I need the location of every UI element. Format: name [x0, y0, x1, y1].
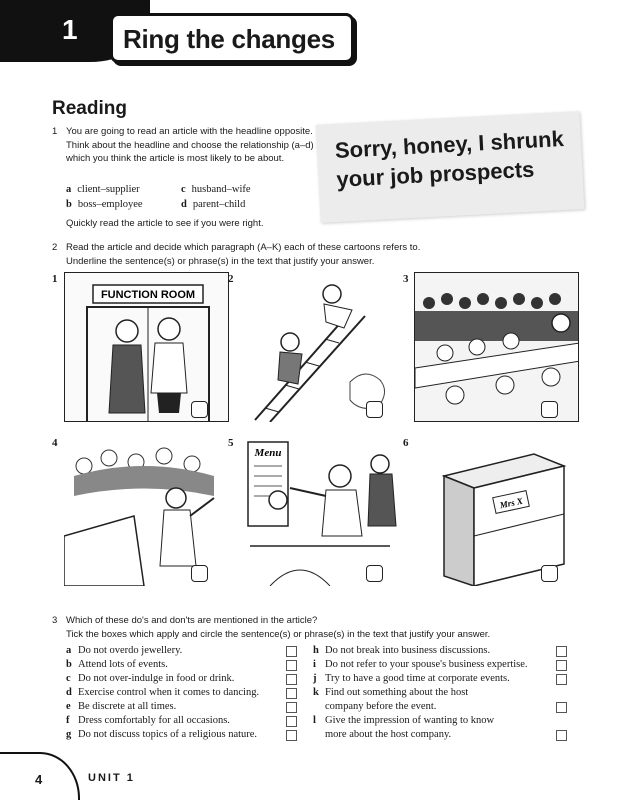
cartoon-number: 2: [228, 273, 234, 285]
cartoon-sign: Mrs X: [498, 495, 524, 511]
q1-followup: Quickly read the article to see if you were right.: [66, 218, 264, 229]
headline-card: [316, 111, 585, 223]
cartoon-4-checkbox[interactable]: [191, 565, 208, 582]
question-line-1: Read the article and decide which paragraph (A–K) each of these cartoons refers to.: [66, 242, 421, 253]
section-title: Reading: [52, 98, 127, 119]
tick-box-b[interactable]: [286, 660, 297, 671]
cartoon-1-checkbox[interactable]: [191, 401, 208, 418]
tick-box-j[interactable]: [556, 674, 567, 685]
question-3: [52, 614, 612, 641]
list-item: l Give the impression of wanting to know more about the host company.: [313, 715, 495, 740]
cartoon-dancing: [64, 436, 229, 586]
list-item: e Be discrete at all times.: [66, 701, 177, 712]
question-1: [52, 125, 314, 166]
restaurant-drawing: [240, 436, 405, 586]
headline-text: Sorry, honey, I shrunk your job prospects: [334, 126, 565, 192]
cartoon-restaurant: [240, 436, 405, 586]
cartoon-number: 4: [52, 437, 58, 449]
ladder-drawing: [240, 272, 405, 422]
cartoon-ladder: [240, 272, 405, 422]
list-item: d Exercise control when it comes to dancing.: [66, 687, 260, 698]
question-line-2: Tick the boxes which apply and circle the sentence(s) or phrase(s) in the text that justify your answer.: [66, 628, 491, 640]
cartoon-5-checkbox[interactable]: [366, 565, 383, 582]
tick-box-k[interactable]: [556, 702, 567, 713]
list-item: g Do not discuss topics of a religious nature.: [66, 729, 258, 740]
tick-box-g[interactable]: [286, 730, 297, 741]
cartoon-number: 5: [228, 437, 234, 449]
list-item: k Find out something about the host company before the event.: [313, 687, 469, 712]
cartoon-number: 1: [52, 273, 58, 285]
function-room-drawing: [65, 273, 229, 422]
tick-box-f[interactable]: [286, 716, 297, 727]
cartoon-number: 6: [403, 437, 409, 449]
list-item: h Do not break into business discussions.: [313, 645, 491, 656]
banquet-drawing: [415, 273, 579, 422]
tick-box-d[interactable]: [286, 688, 297, 699]
tick-box-a[interactable]: [286, 646, 297, 657]
unit-title-box: [110, 13, 354, 63]
unit-label: UNIT 1: [88, 772, 135, 784]
q3-right-list: [313, 644, 553, 742]
question-line-1: Which of these do's and don'ts are mentioned in the article?: [66, 615, 318, 626]
cartoon-number: 3: [403, 273, 409, 285]
tick-box-l[interactable]: [556, 730, 567, 741]
list-item: i Do not refer to your spouse's business expertise.: [313, 659, 528, 670]
list-item: j Try to have a good time at corporate events.: [313, 673, 510, 684]
tick-box-e[interactable]: [286, 702, 297, 713]
q1-options: [66, 182, 296, 212]
question-2: [52, 241, 612, 268]
cartoon-6-checkbox[interactable]: [541, 565, 558, 582]
list-item: c Do not over-indulge in food or drink.: [66, 673, 235, 684]
cartoon-banquet: [414, 272, 579, 422]
option-b[interactable]: b boss–employee: [66, 199, 143, 210]
cartoon-function-room: [64, 272, 229, 422]
question-number: 1: [52, 126, 58, 137]
cartoon-sign: FUNCTION ROOM: [100, 289, 196, 301]
question-number: 2: [52, 242, 58, 253]
question-text: You are going to read an article with the headline opposite. Think about the headline and choose the relationship (a–d) which you think the article is most likely to be about.: [66, 126, 314, 164]
cartoon-sign: Menu: [254, 447, 282, 459]
q3-left-list: [66, 644, 296, 742]
tick-box-c[interactable]: [286, 674, 297, 685]
list-item: f Dress comfortably for all occasions.: [66, 715, 230, 726]
list-item: a Do not overdo jewellery.: [66, 645, 183, 656]
tick-box-h[interactable]: [556, 646, 567, 657]
option-a[interactable]: a client–supplier: [66, 184, 140, 195]
question-number: 3: [52, 615, 58, 626]
option-c[interactable]: c husband–wife: [181, 184, 251, 195]
list-item: b Attend lots of events.: [66, 659, 168, 670]
cartoon-2-checkbox[interactable]: [366, 401, 383, 418]
unit-number: 1: [62, 14, 78, 45]
cartoon-filing-cabinet: [414, 436, 579, 586]
cartoon-3-checkbox[interactable]: [541, 401, 558, 418]
filing-cabinet-drawing: [414, 436, 579, 586]
unit-title: Ring the changes: [123, 24, 335, 54]
page-number: 4: [35, 772, 43, 787]
tick-box-i[interactable]: [556, 660, 567, 671]
dancing-drawing: [64, 436, 229, 586]
option-d[interactable]: d parent–child: [181, 199, 246, 210]
question-line-2: Underline the sentence(s) or phrase(s) in the text that justify your answer.: [66, 255, 375, 267]
